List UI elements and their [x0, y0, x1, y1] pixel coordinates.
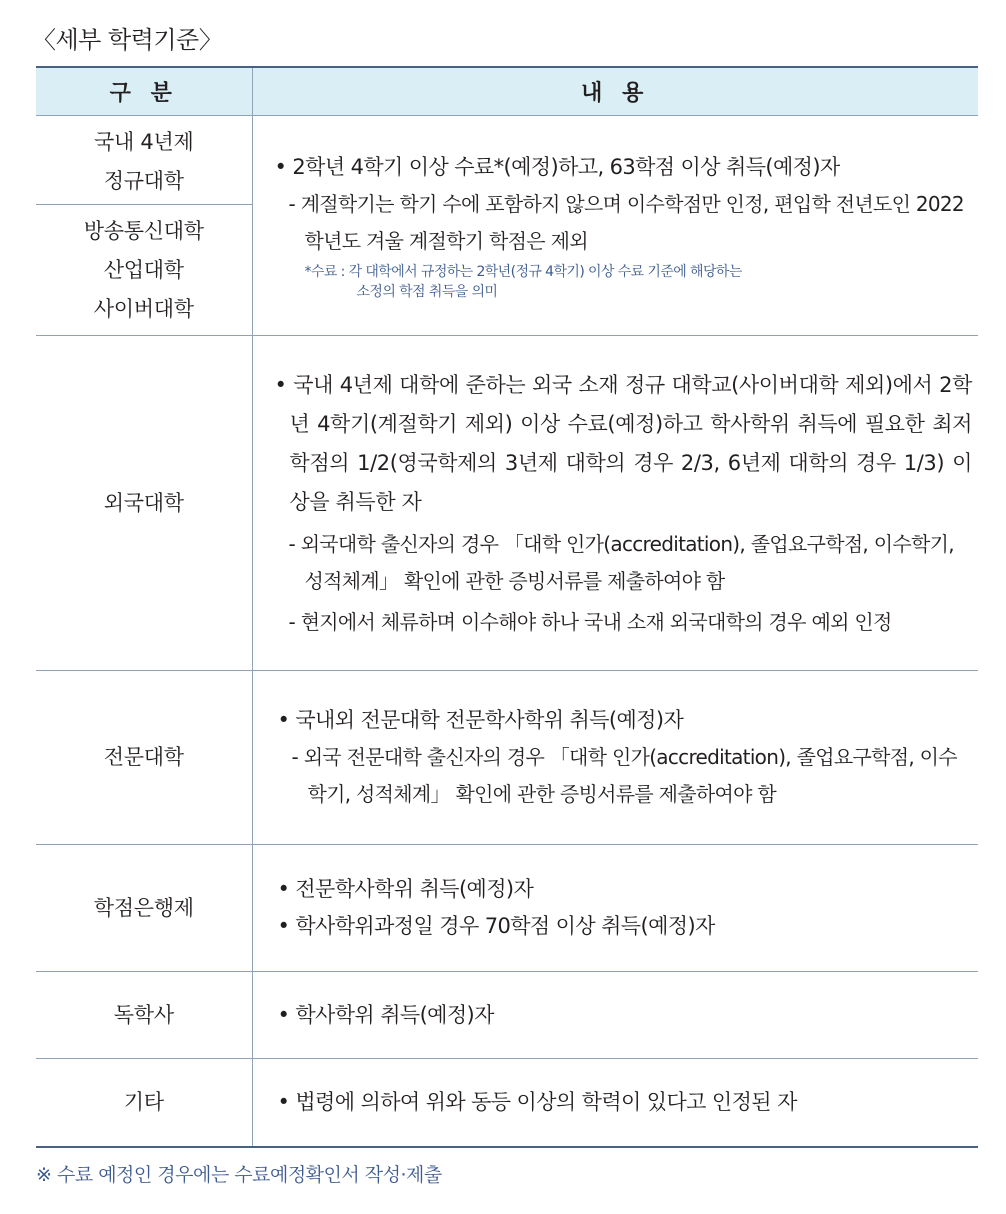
category-label: 국내 4년제: [94, 130, 194, 154]
criteria-note: - 외국 전문대학 출신자의 경우 「대학 인가(accreditation), 졸업요구학점, 이수학기, 성적체계」 확인에 관한 증빙서류를 제출하여야 함: [278, 739, 973, 813]
criteria-note: - 현지에서 체류하며 이수해야 하나 국내 소재 외국대학의 경우 예외 인정: [275, 604, 973, 641]
content-cell: [252, 336, 978, 671]
content-cell: [252, 972, 978, 1059]
criteria-table: [36, 66, 978, 1148]
table-row: [36, 845, 978, 972]
category-cell: [36, 671, 252, 845]
category-cell: [36, 205, 252, 336]
criteria-bullet: • 국내 4년제 대학에 준하는 외국 소재 정규 대학교(사이버대학 제외)에서 2학년 4학기(계절학기 제외) 이상 수료(예정)하고 학사학위 취득에 필요한 최저학점의 1/2(영국학제의 3년제 대학의 경우 2/3, 6년제 대학의 경우 1/3) 이상을 취득한 자: [275, 366, 973, 522]
category-cell: [36, 972, 252, 1059]
category-cell: [36, 116, 252, 205]
category-cell: [36, 1059, 252, 1147]
criteria-bullet: • 학사학위과정일 경우 70학점 이상 취득(예정)자: [278, 908, 973, 945]
header-category: 구 분: [36, 67, 252, 116]
category-label: 외국대학: [103, 490, 184, 515]
content-cell: [252, 671, 978, 845]
content-cell: [252, 116, 978, 336]
criteria-bullet: • 2학년 4학기 이상 수료*(예정)하고, 63학점 이상 취득(예정)자: [275, 149, 973, 186]
category-label: 산업대학: [103, 257, 184, 282]
table-row: [36, 671, 978, 845]
category-label: 학점은행제: [93, 895, 194, 920]
category-cell: [36, 845, 252, 972]
table-row: [36, 336, 978, 671]
table-header-row: [36, 67, 978, 116]
header-content: 내 용: [252, 67, 978, 116]
category-label: 독학사: [113, 1002, 174, 1027]
criteria-bullet: • 국내외 전문대학 전문학사학위 취득(예정)자: [278, 702, 973, 739]
note-line: 소정의 학점 취득을 의미: [356, 284, 498, 300]
criteria-bullet: • 학사학위 취득(예정)자: [278, 997, 973, 1034]
criteria-bullet: • 전문학사학위 취득(예정)자: [278, 871, 973, 908]
note-label: *수료 :: [304, 264, 345, 280]
content-cell: [252, 1059, 978, 1147]
category-cell: [36, 336, 252, 671]
table-row: [36, 1059, 978, 1147]
table-row: [36, 116, 978, 205]
completion-footnote: [305, 262, 973, 302]
category-label: 사이버대학: [93, 296, 194, 321]
category-label: 방송통신대학: [83, 218, 204, 243]
criteria-note: - 외국대학 출신자의 경우 「대학 인가(accreditation), 졸업요구학점, 이수학기, 성적체계」 확인에 관한 증빙서류를 제출하여야 함: [275, 526, 973, 600]
table-row: [36, 972, 978, 1059]
category-label: 정규대학: [103, 169, 184, 193]
content-cell: [252, 845, 978, 972]
category-label: 전문대학: [103, 745, 184, 769]
criteria-note: - 계절학기는 학기 수에 포함하지 않으며 이수학점만 인정, 편입학 전년도인 2022학년도 겨울 계절학기 학점은 제외: [275, 186, 973, 260]
criteria-bullet: • 법령에 의하여 위와 동등 이상의 학력이 있다고 인정된 자: [278, 1084, 973, 1121]
note-line: 각 대학에서 규정하는 2학년(정규 4학기) 이상 수료 기준에 해당하는: [348, 264, 742, 280]
footnote: ※ 수료 예정인 경우에는 수료예정확인서 작성·제출: [36, 1164, 442, 1186]
section-title: 〈세부 학력기준〉: [32, 26, 223, 54]
category-label: 기타: [123, 1089, 164, 1114]
